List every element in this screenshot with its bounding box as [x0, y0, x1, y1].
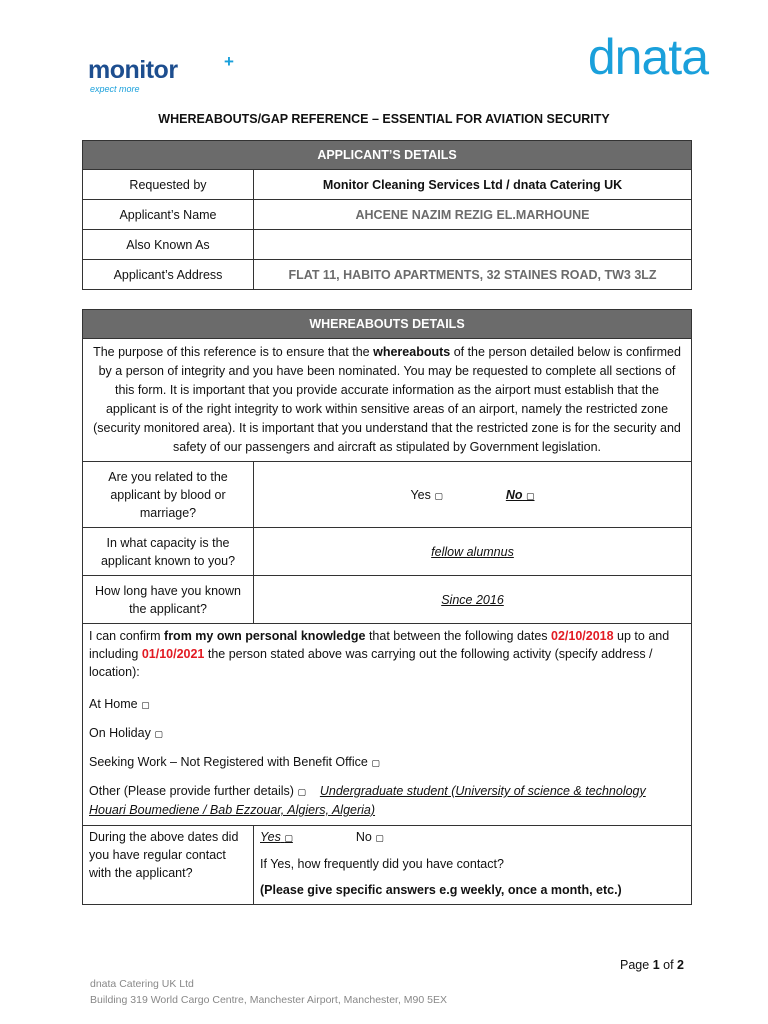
option-other[interactable]	[89, 782, 685, 819]
applicant-name-label: Applicant’s Name	[83, 200, 254, 230]
dnata-logo: dnata	[587, 29, 708, 85]
whereabouts-details-table	[82, 309, 692, 905]
purpose-text-start: The purpose of this reference is to ensure that the	[93, 345, 374, 359]
option-other-details: Undergraduate student (University of science & technology Houari Boumediene / Bab Ezzouar, Algiers, Algeria)	[89, 784, 646, 817]
checkbox-icon[interactable]: ▢	[154, 729, 163, 739]
applicant-address-label: Applicant’s Address	[83, 260, 254, 290]
requested-by-label: Requested by	[83, 170, 254, 200]
monitor-logo-tagline: expect more	[90, 84, 140, 94]
checkbox-icon[interactable]: ▢	[141, 700, 150, 710]
option-at-home-label: At Home	[89, 697, 138, 711]
applicant-details-header: APPLICANT’S DETAILS	[83, 141, 692, 170]
date-to: 01/10/2021	[141, 647, 205, 661]
footer-company-info	[90, 976, 447, 1008]
option-on-holiday-label: On Holiday	[89, 726, 151, 740]
contact-yes-option[interactable]	[260, 830, 293, 844]
frequency-hint: (Please give specific answers e.g weekly, once a month, etc.)	[260, 883, 622, 897]
capacity-answer: fellow alumnus	[254, 528, 692, 576]
applicant-address-value: FLAT 11, HABITO APARTMENTS, 32 STAINES ROAD, TW3 3LZ	[254, 260, 692, 290]
applicant-details-table	[82, 140, 692, 290]
related-answer	[254, 462, 692, 528]
purpose-paragraph	[83, 339, 692, 462]
related-yes-option[interactable]	[410, 488, 442, 502]
requested-by-value: Monitor Cleaning Services Ltd / dnata Catering UK	[254, 170, 692, 200]
monitor-logo	[88, 52, 248, 100]
confirm-text-end: the person stated above was carrying out the following activity (specify address / location):	[89, 647, 653, 679]
checkbox-icon[interactable]: ▢	[434, 490, 443, 501]
monitor-logo-wordmark: monitor	[88, 56, 178, 84]
option-seeking-work[interactable]	[89, 753, 685, 772]
purpose-text-bold: whereabouts	[373, 345, 451, 359]
applicant-name-value: AHCENE NAZIM REZIG EL.MARHOUNE	[254, 200, 692, 230]
also-known-as-label: Also Known As	[83, 230, 254, 260]
checkbox-icon[interactable]: ▢	[284, 833, 293, 843]
frequency-question: If Yes, how frequently did you have contact?	[260, 857, 504, 871]
option-other-label: Other (Please provide further details)	[89, 784, 294, 798]
confirm-text-mid: that between the following dates	[365, 629, 552, 643]
related-yes-label: Yes	[410, 487, 431, 502]
contact-no-label: No	[355, 830, 372, 844]
confirm-text-mid2: up to and including	[89, 629, 670, 661]
checkbox-icon[interactable]: ▢	[375, 833, 384, 843]
checkbox-icon[interactable]: ▢	[526, 490, 535, 501]
monitor-plus-icon: +	[224, 52, 234, 71]
how-long-question-label: How long have you known the applicant?	[83, 576, 254, 624]
related-no-option[interactable]	[506, 488, 535, 502]
contact-answer	[254, 826, 692, 905]
related-no-label: No	[505, 487, 523, 502]
activity-section	[83, 624, 692, 826]
related-question-label: Are you related to the applicant by blood or marriage?	[83, 462, 254, 528]
how-long-answer: Since 2016	[254, 576, 692, 624]
confirm-statement	[89, 627, 685, 681]
checkbox-icon[interactable]: ▢	[297, 787, 306, 797]
page-number	[620, 958, 684, 972]
page-current: 1	[652, 958, 660, 972]
footer-company-name: dnata Catering UK Ltd	[90, 978, 194, 990]
contact-no-option[interactable]	[356, 830, 384, 844]
capacity-question-label: In what capacity is the applicant known to you?	[83, 528, 254, 576]
contact-yes-label: Yes	[260, 830, 281, 844]
option-at-home[interactable]	[89, 695, 685, 714]
footer-company-address: Building 319 World Cargo Centre, Manchester Airport, Manchester, M90 5EX	[90, 994, 447, 1006]
also-known-as-value	[254, 230, 692, 260]
option-on-holiday[interactable]	[89, 724, 685, 743]
page-of-word: of	[663, 958, 674, 972]
date-from: 02/10/2018	[551, 629, 614, 643]
page-total: 2	[677, 958, 684, 972]
whereabouts-details-header: WHEREABOUTS DETAILS	[83, 310, 692, 339]
page-word: Page	[620, 958, 650, 972]
confirm-text-start: I can confirm	[89, 629, 165, 643]
contact-question-label: During the above dates did you have regular contact with the applicant?	[83, 826, 254, 905]
option-seeking-work-label: Seeking Work – Not Registered with Benefit Office	[89, 755, 368, 769]
checkbox-icon[interactable]: ▢	[371, 758, 380, 768]
purpose-text-end: of the person detailed below is confirmed by a person of integrity and you have been nominated. You may be requested to complete all sections of this form. It is important that you provide accurate information as the airport must establish that the applicant is of the right integrity to work within sensitive areas of an airport, namely the restricted zone (security monitored area). It is important that you understand that the restricted zone is for the security and safety of our passengers and aircraft as stipulated by Government legislation.	[93, 345, 681, 454]
confirm-text-bold: from my own personal knowledge	[164, 629, 366, 643]
document-title: WHEREABOUTS/GAP REFERENCE – ESSENTIAL FOR AVIATION SECURITY	[158, 112, 610, 126]
